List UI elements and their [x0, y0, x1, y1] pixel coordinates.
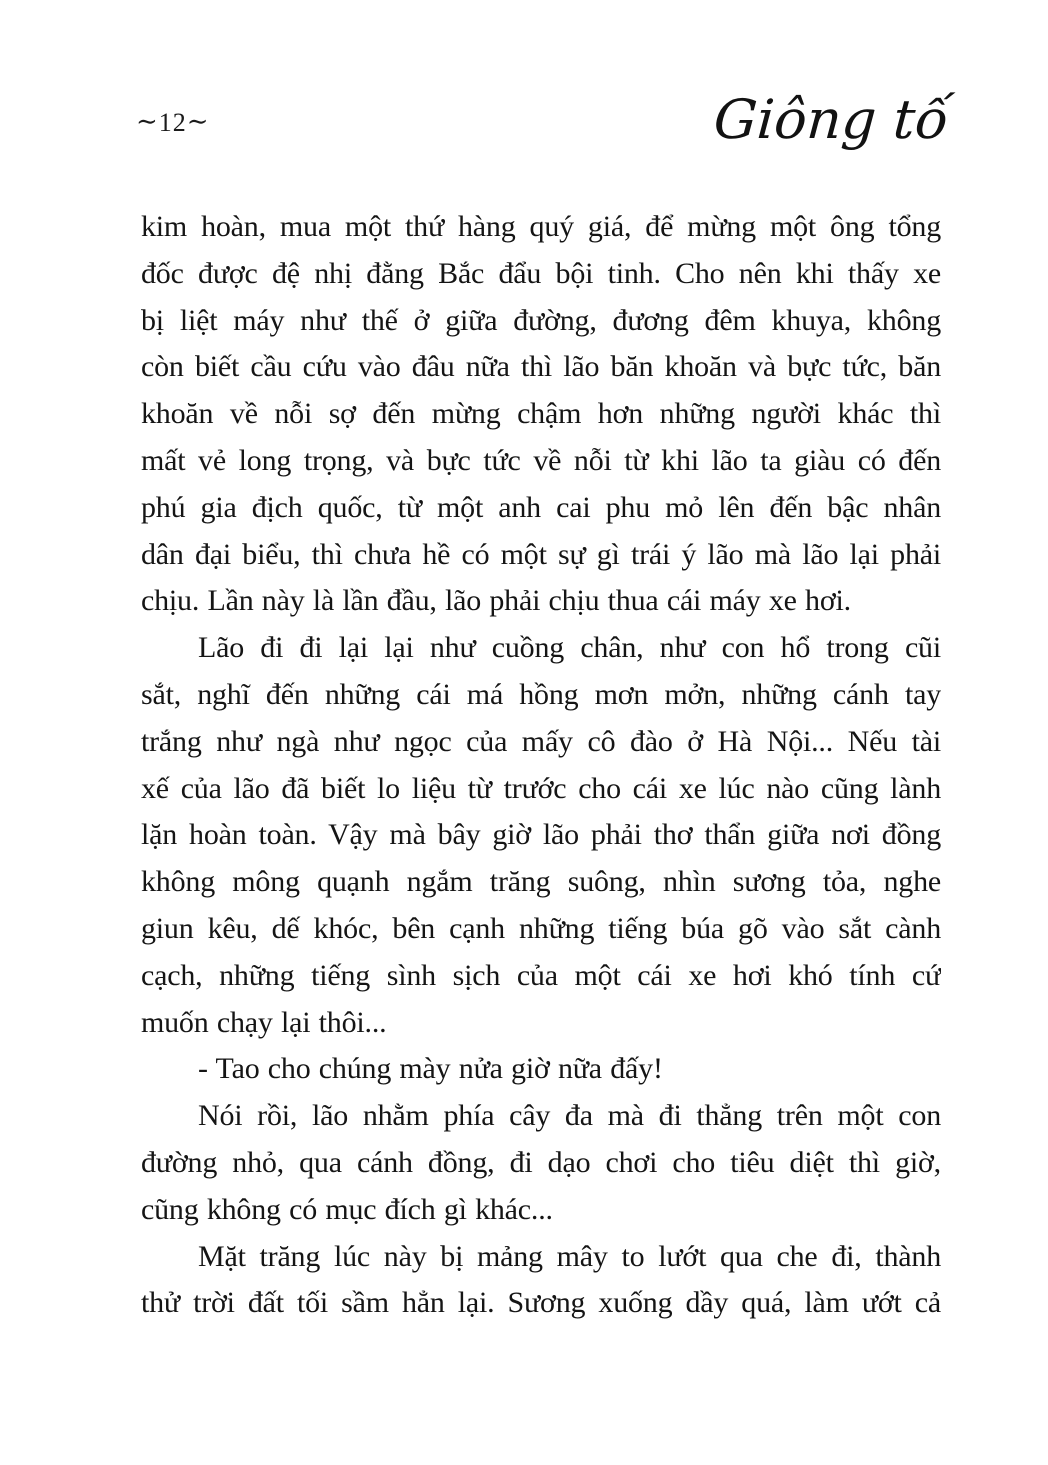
- text-line: xế của lão đã biết lo liệu từ trước cho cái xe lúc nào cũng lành: [141, 771, 941, 805]
- text-line: - Tao cho chúng mày nửa giờ nữa đấy!: [198, 1052, 663, 1086]
- text-line: không mông quạnh ngắm trăng suông, nhìn sương tỏa, nghe: [141, 865, 941, 899]
- page-number-value: 12: [158, 108, 187, 137]
- text-line: đốc được đệ nhị đằng Bắc đẩu bội tinh. Cho nên khi thấy xe: [141, 256, 941, 290]
- page-number: [136, 108, 210, 138]
- text-line: cạch, những tiếng sình sịch của một cái xe hơi khó tính cứ: [141, 958, 941, 992]
- text-line: dân đại biểu, thì chưa hề có một sự gì trái ý lão mà lão lại phải: [141, 537, 941, 571]
- text-line: thử trời đất tối sầm hẳn lại. Sương xuống dầy quá, làm ướt cả: [141, 1286, 941, 1320]
- text-line: đường nhỏ, qua cánh đồng, đi dạo chơi cho tiêu diệt thì giờ,: [141, 1145, 941, 1179]
- text-line: kim hoàn, mua một thứ hàng quý giá, để mừng một ông tổng: [141, 210, 941, 243]
- paragraph: [141, 1046, 941, 1093]
- text-line: sắt, nghĩ đến những cái má hồng mơn mởn, những cánh tay: [141, 677, 941, 711]
- running-title: Giông tố: [711, 88, 951, 151]
- text-line: chịu. Lần này là lần đầu, lão phải chịu thua cái máy xe hơi.: [141, 584, 851, 618]
- text-line: còn biết cầu cứu vào đâu nữa thì lão băn khoăn và bực tức, băn: [141, 350, 941, 384]
- text-line: mất vẻ long trọng, và bực tức về nỗi từ khi lão ta giàu có đến: [141, 443, 941, 477]
- text-line: Mặt trăng lúc này bị mảng mây to lướt qua che đi, thành: [198, 1239, 941, 1273]
- text-line: trắng như ngà như ngọc của mấy cô đào ở Hà Nội... Nếu tài: [141, 724, 941, 758]
- text-line: muốn chạy lại thôi...: [141, 1005, 387, 1039]
- paragraph: [141, 625, 941, 1046]
- text-line: bị liệt máy như thế ở giữa đường, đương đêm khuya, không: [141, 303, 941, 337]
- text-line: Lão đi đi lại lại như cuồng chân, như con hổ trong cũi: [198, 631, 941, 665]
- text-line: khoăn về nỗi sợ đến mừng chậm hơn những người khác thì: [141, 397, 941, 431]
- text-line: cũng không có mục đích gì khác...: [141, 1192, 553, 1226]
- text-line: phú gia địch quốc, từ một anh cai phu mỏ lên đến bậc nhân: [141, 490, 941, 524]
- ornament-right-icon: ∼: [186, 107, 210, 137]
- page-body: [141, 204, 941, 1327]
- paragraph: [141, 1234, 941, 1328]
- text-line: lặn hoàn toàn. Vậy mà bây giờ lão phải thơ thẩn giữa nơi đồng: [141, 818, 941, 852]
- text-line: giun kêu, dế khóc, bên cạnh những tiếng búa gõ vào sắt cành: [141, 911, 941, 945]
- ornament-left-icon: ∼: [136, 107, 159, 137]
- paragraph: [141, 1093, 941, 1233]
- paragraph: [141, 204, 941, 625]
- text-line: Nói rồi, lão nhằm phía cây đa mà đi thẳng trên một con: [198, 1099, 941, 1133]
